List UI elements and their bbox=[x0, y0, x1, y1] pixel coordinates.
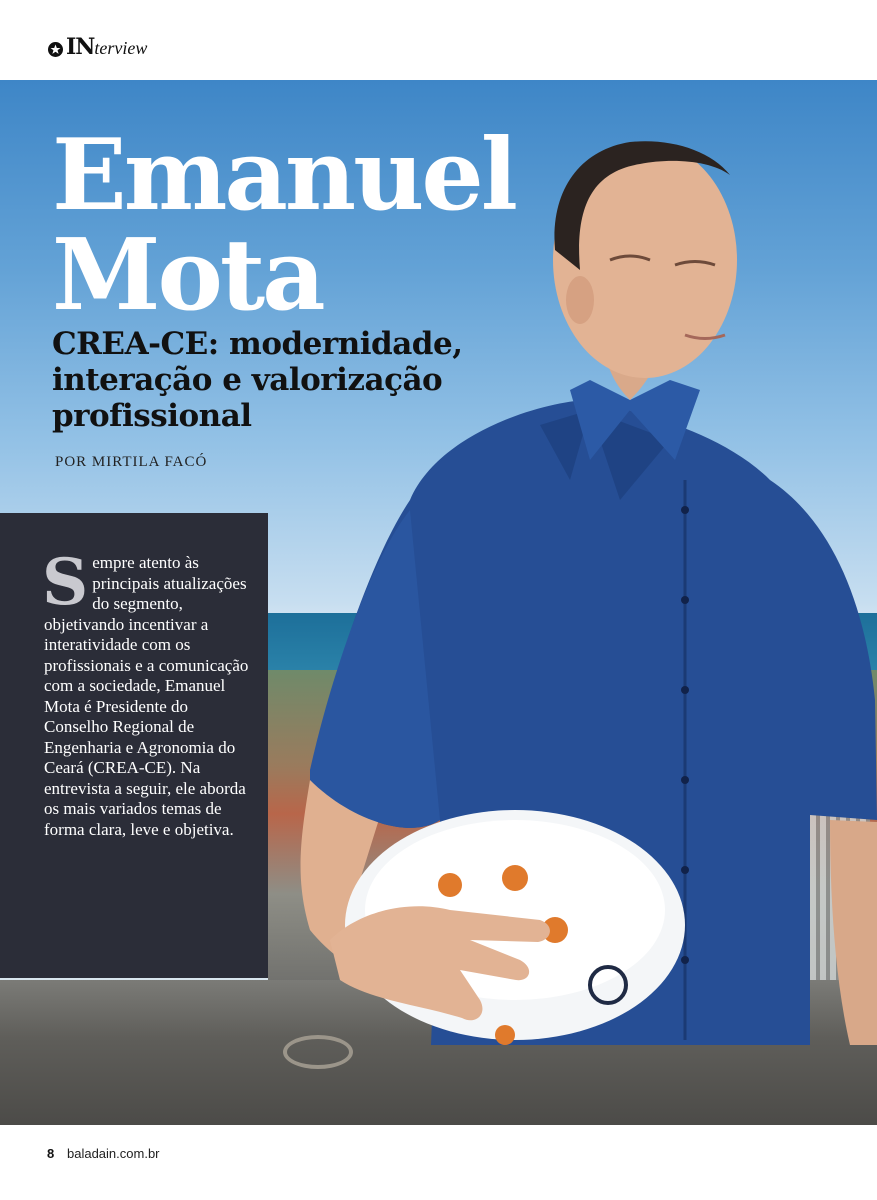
page-number: 8 bbox=[47, 1146, 55, 1161]
byline: POR MIRTILA FACÓ bbox=[55, 454, 208, 470]
header-bar bbox=[0, 0, 877, 80]
intro-paragraph bbox=[42, 545, 254, 840]
footer-bar bbox=[0, 1125, 877, 1200]
drop-cap: S bbox=[42, 545, 89, 620]
article-subtitle: CREA-CE: modernidade, interação e valorização profissional bbox=[52, 326, 463, 434]
section-tag-strong: IN bbox=[66, 34, 95, 60]
section-tag bbox=[48, 34, 147, 60]
website-link[interactable]: baladain.com.br bbox=[67, 1146, 160, 1161]
article-title bbox=[52, 118, 552, 333]
title-line-1: Emanuel bbox=[52, 118, 515, 233]
intro-body: empre atento às principais atualizações do segmento, objetivando incentivar a interatividade com os profissionais e a comunicação com a sociedade, Emanuel Mota é Presidente do Conselho Regional de Engenharia e Agronomia do Ceará (CREA-CE). Na entrevista a seguir, ele aborda os mais variados temas de forma clara, leve e objetiva. bbox=[44, 553, 249, 839]
title-line-2: Mota bbox=[52, 218, 323, 333]
section-tag-rest: terview bbox=[94, 38, 148, 58]
star-badge-icon bbox=[48, 42, 63, 57]
